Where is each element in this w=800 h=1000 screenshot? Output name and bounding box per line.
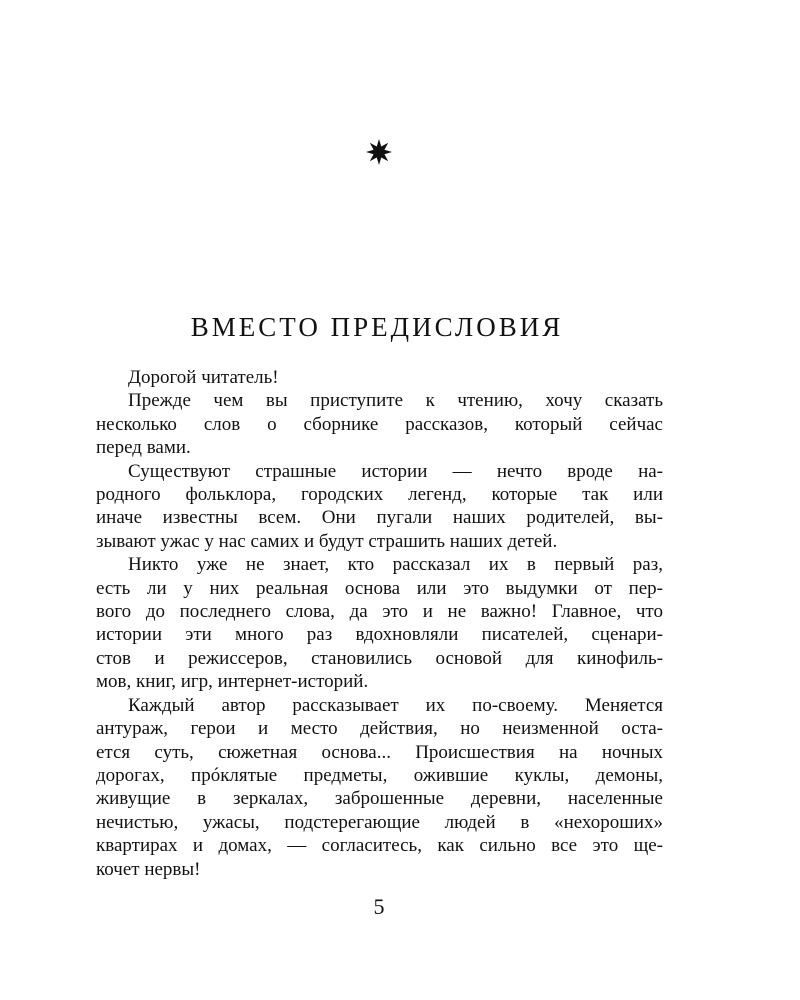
text-line: зывают ужас у нас самих и будут страшить наших детей. bbox=[96, 530, 558, 552]
text-line: истории эти много раз вдохновляли писателей, сценари- bbox=[96, 624, 663, 646]
page-number: 5 bbox=[373, 894, 385, 919]
text-line: дорогах, прóклятые предметы, ожившие куклы, демоны, bbox=[96, 764, 663, 786]
paragraph bbox=[96, 553, 663, 693]
body-text bbox=[96, 366, 663, 881]
text-line: живущие в зеркалах, заброшенные деревни, населенные bbox=[96, 788, 663, 810]
text-line: родного фольклора, городских легенд, которые так или bbox=[96, 484, 663, 506]
text-line: кочет нервы! bbox=[96, 858, 201, 880]
text-line: нечистью, ужасы, подстерегающие людей в «нехороших» bbox=[96, 811, 663, 833]
text-line: перед вами. bbox=[96, 437, 191, 459]
text-line: мов, книг, игр, интернет-историй. bbox=[96, 671, 369, 693]
eight-point-star-icon bbox=[365, 138, 393, 166]
text-line: иначе известны всем. Они пугали наших родителей, вы- bbox=[96, 507, 663, 529]
paragraph bbox=[96, 366, 663, 389]
text-line: антураж, герои и место действия, но неизменной оста- bbox=[96, 718, 663, 740]
paragraph bbox=[96, 460, 663, 554]
chapter-title: ВМЕСТО ПРЕДИСЛОВИЯ bbox=[190, 312, 564, 342]
paragraph bbox=[96, 694, 663, 881]
paragraph bbox=[96, 389, 663, 459]
text-line: есть ли у них реальная основа или это выдумки от пер- bbox=[96, 577, 663, 599]
text-line: квартирах и домах, — согласитесь, как сильно все это ще- bbox=[96, 835, 663, 857]
text-line: Существуют страшные истории — нечто вроде на- bbox=[128, 460, 663, 482]
text-line: Каждый автор рассказывает их по-своему. Меняется bbox=[128, 694, 663, 716]
text-line: несколько слов о сборнике рассказов, который сейчас bbox=[96, 413, 663, 435]
text-line: стов и режиссеров, становились основой для кинофиль- bbox=[96, 647, 663, 669]
text-line: Никто уже не знает, кто рассказал их в первый раз, bbox=[128, 554, 663, 576]
text-line: Прежде чем вы приступите к чтению, хочу сказать bbox=[128, 390, 663, 412]
text-line: Дорогой читатель! bbox=[128, 367, 279, 388]
text-line: вого до последнего слова, да это и не важно! Главное, что bbox=[96, 601, 663, 623]
text-line: ется суть, сюжетная основа... Происшествия на ночных bbox=[96, 741, 663, 763]
